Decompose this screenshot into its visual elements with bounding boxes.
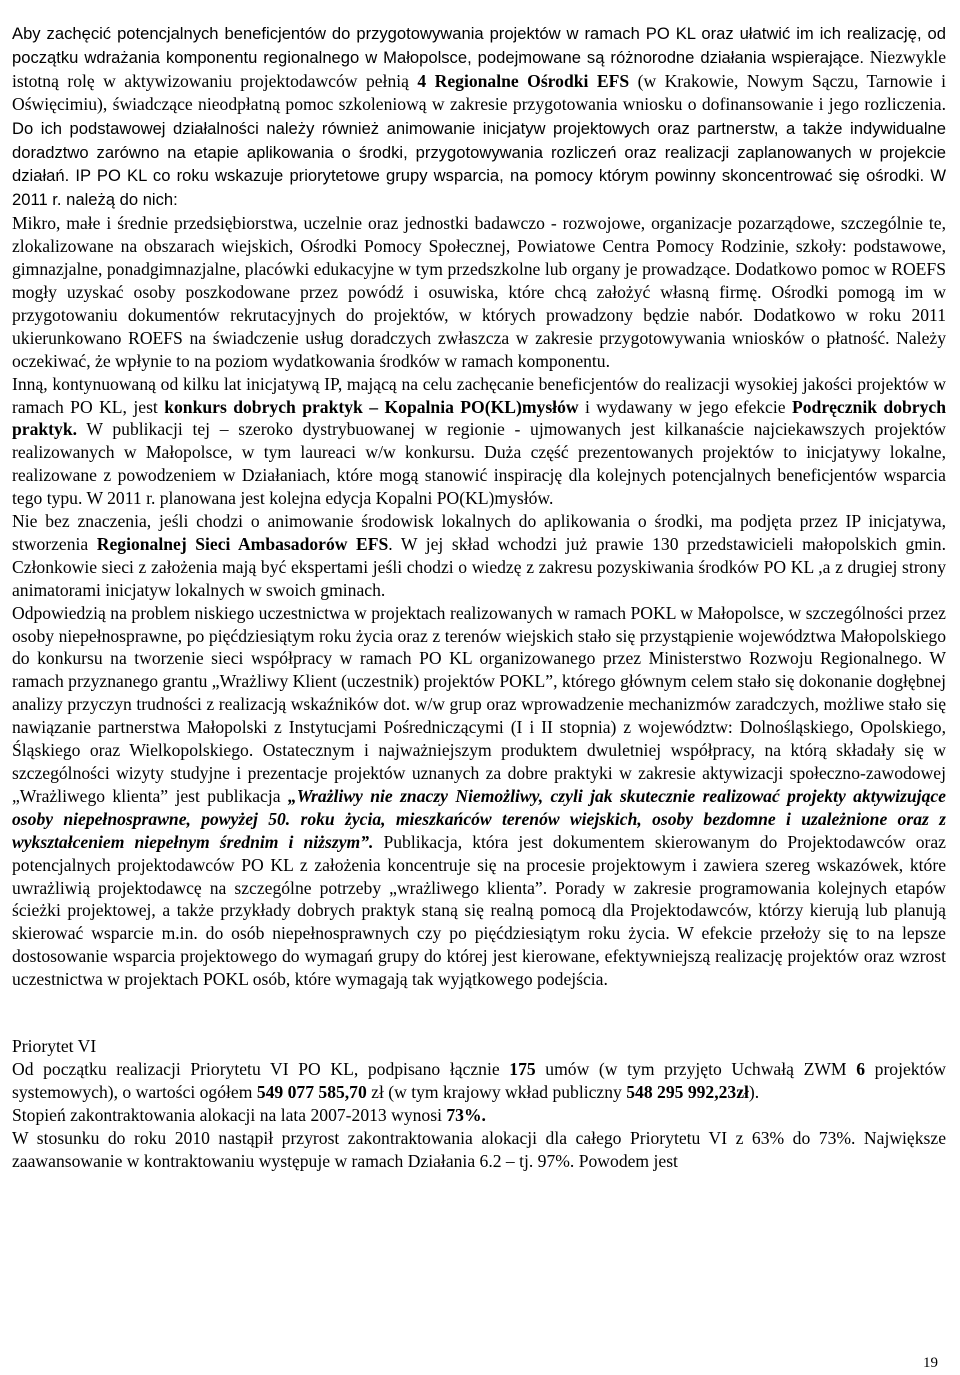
bold-text: konkurs dobrych praktyk – Kopalnia PO(KL)mysłów bbox=[164, 396, 579, 417]
page-number: 19 bbox=[923, 1355, 938, 1371]
text-run: umów (w tym przyjęto Uchwałą ZWM bbox=[535, 1058, 857, 1079]
bold-text: Podręcznik dobrych praktyk. bbox=[12, 396, 946, 440]
paragraph-roefs bbox=[12, 22, 946, 212]
text-run: Stopień zakontraktowania alokacji na lata 2007-2013 wynosi bbox=[12, 1104, 447, 1125]
text-run: Inną, kontynuowaną od kilku lat inicjatywą IP, mającą na celu zachęcanie beneficjentów do realizacji wysokiej jakości projektów w ramach PO KL, jest bbox=[12, 373, 946, 417]
paragraph-growth bbox=[12, 1127, 946, 1173]
text-run: W publikacji tej – szeroko dystrybuowanej w regionie - ujmowanych jest kilkanaście najciekawszych projektów realizowanych w Małopolsce, w tym laureaci w/w konkursu. Duża część prezentowanych projektów to inicjatywy lokalne, realizowane z powodzeniem w Działaniach, które mogą stanowić inspirację dla kolejnych potencjalnych beneficjentów wsparcia tego typu. W 2011 r. planowana jest kolejna edycja Kopalni PO(KL)mysłów. bbox=[12, 419, 946, 509]
bold-text: 548 295 992,23zł bbox=[626, 1081, 749, 1102]
document-body bbox=[12, 22, 946, 1173]
text-run: Publikacja, która jest dokumentem skierowanym do Projektodawców oraz potencjalnych projektodawców PO KL z założenia koncentruje się na procesie projektowym i zawiera szereg wskazówek, które uwrażliwią projektodawcę na szczególne potrzeby „wrażliwego klienta”. Porady w zakresie programowania kolejnych etapów ścieżki projektowej, a także przykłady dobrych praktyk staną się realną pomocą dla Projektodawców, którzy kierują lub planują skierować wsparcie m.in. do osób niepełnosprawnych czy po pięćdziesiątym roku życia. W efekcie przełoży się to na lepsze dostosowanie wsparcia projektowego do wymagań grupy do której jest kierowane, efektywniejszą realizację projektów oraz wzrost uczestnictwa w projektach POKL osób, które wymagają tak wyjątkowego podejścia. bbox=[12, 831, 946, 990]
paragraph-good-practices bbox=[12, 373, 946, 510]
paragraph-ambassadors bbox=[12, 510, 946, 602]
text-run: W stosunku do roku 2010 nastąpił przyrost zakontraktowania alokacji dla całego Priorytetu VI z 63% do 73%. Największe zaawansowanie w kontraktowaniu występuje w ramach Działania 6.2 – tj. 97%. Powodem jest bbox=[12, 1127, 946, 1171]
bold-text: 6 bbox=[856, 1058, 866, 1079]
text-run: Aby zachęcić potencjalnych beneficjentów do przygotowywania projektów w ramach PO KL oraz ułatwić im ich realizację, od początku wdrażania komponentu regionalnego w Małopolsce, podejmowane są różnorodne działania wspierające. bbox=[12, 24, 946, 67]
text-run: ). bbox=[748, 1081, 760, 1102]
spacer bbox=[12, 1013, 946, 1035]
text-run: Do ich podstawowej działalności należy również animowanie inicjatyw projektowych oraz partnerstw, a także indywidualne doradztwo zarówno na etapie aplikowania o środki, przygotowywania rozliczeń oraz realizacji zaplanowanych w projekcie działań. IP PO KL co roku wskazuje priorytetowe grupy wsparcia, na pomocy którym powinny skoncentrować się ośrodki. W 2011 r. należą do nich: bbox=[12, 118, 946, 210]
text-run: Od początku realizacji Priorytetu VI PO KL, podpisano łącznie bbox=[12, 1058, 510, 1079]
bold-text: Regionalnej Sieci Ambasadorów EFS bbox=[96, 533, 389, 554]
paragraph-sensitive-client bbox=[12, 602, 946, 991]
section-heading: Priorytet VI bbox=[12, 1036, 97, 1057]
bold-text: 73%. bbox=[446, 1104, 486, 1125]
text-run: Mikro, małe i średnie przedsiębiorstwa, uczelnie oraz jednostki badawczo - rozwojowe, organizacje pozarządowe, szczególnie te, zlokalizowane na obszarach wiejskich, Ośrodki Pomocy Społecznej, Powiatowe Centra Pomocy Rodzinie, szkoły: podstawowe, gimnazjalne, ponadgimnazjalne, placówki edukacyjne w tym przedszkolne lub organy je prowadzące. Dodatkowo pomoc w ROEFS mogły uzyskać osoby poszkodowane przez powódź i osuwiska, które chcą założyć własną firmę. Ośrodki pomogą im w przygotowaniu dokumentów rekrutacyjnych do projektów, w których prowadzony będzie nabór. Dodatkowo w roku 2011 ukierunkowano ROEFS na świadczenie usług doradczych zwłaszcza w zakresie przygotowywania wniosków o płatność. Należy oczekiwać, że wpłynie to na poziom wydatkowania środków w ramach komponentu. bbox=[12, 213, 946, 371]
text-run: Niezwykle istotną rolę w aktywizowaniu projektodawców pełnią bbox=[12, 46, 947, 91]
text-run: (w Krakowie, Nowym Sączu, Tarnowie i Oświęcimiu), świadczące nieodpłatną pomoc szkoleniową w zakresie przygotowania wniosku o dofinansowanie i jego rozliczenia. bbox=[12, 70, 947, 114]
paragraph-allocation-rate bbox=[12, 1104, 946, 1127]
text-run: Nie bez znaczenia, jeśli chodzi o animowanie środowisk lokalnych do aplikowania o środki, ma podjęta przez IP inicjatywa, stworzenia bbox=[12, 511, 946, 554]
text-run: zł (w tym krajowy wkład publiczny bbox=[366, 1081, 627, 1102]
bold-italic-text: „Wrażliwy nie znaczy Niemożliwy, czyli jak skutecznie realizować projekty aktywizujące osoby niepełnosprawne, powyżej 50. roku życia, mieszkańców terenów wiejskich, osoby bezdomne i uzależnione oraz z wykształceniem niepełnym średnim i niższym”. bbox=[12, 785, 946, 852]
paragraph-target-groups bbox=[12, 212, 946, 372]
bold-text: 549 077 585,70 bbox=[256, 1081, 367, 1102]
spacer bbox=[12, 991, 946, 1013]
text-run: Odpowiedzią na problem niskiego uczestnictwa w projektach realizowanych w ramach POKL w Małopolsce, w szczególności przez osoby niepełnosprawne, po pięćdziesiątym roku życia oraz z terenów wiejskich stało się przystąpienie województwa Małopolskiego do konkursu na tworzenie sieci współpracy w ramach PO KL organizowanego przez Ministerstwo Rozwoju Regionalnego. W ramach przyznanego grantu „Wrażliwy Klient (uczestnik) projektów POKL”, którego głównym celem stało się dokonanie dogłębnej analizy przyczyn trudności z realizacją wskaźników dot. w/w grup oraz wprowadzenie mechanizmów zaradczych, możliwe stało się nawiązanie partnerstwa Małopolski z Instytucjami Pośredniczącymi (I i II stopnia) z województw: Dolnośląskiego, Opolskiego, Śląskiego oraz Wielkopolskiego. Ostatecznym i najważniejszym produktem dwuletniej współpracy, na którą składały się w szczególności wizyty studyjne i prezentacje projektów uznanych za dobre praktyki w zakresie aktywizacji społeczno-zawodowej „Wrażliwego klienta” jest publikacja bbox=[12, 602, 946, 806]
paragraph-priority-contracts bbox=[12, 1058, 946, 1104]
bold-text: 4 Regionalne Ośrodki EFS bbox=[417, 70, 630, 91]
text-run: projektów systemowych), o wartości ogółem bbox=[12, 1058, 946, 1102]
text-run: . W jej skład wchodzi już prawie 130 przedstawicieli małopolskich gmin. Członkowie sieci z założenia mają być ekspertami jeśli chodzi o wiedzę z zakresu pozyskiwania środków PO KL ,a z drugiej strony animatorami inicjatyw lokalnych w swoich gminach. bbox=[12, 533, 947, 600]
text-run: i wydawany w jego efekcie bbox=[578, 396, 792, 417]
bold-text: 175 bbox=[509, 1058, 536, 1079]
